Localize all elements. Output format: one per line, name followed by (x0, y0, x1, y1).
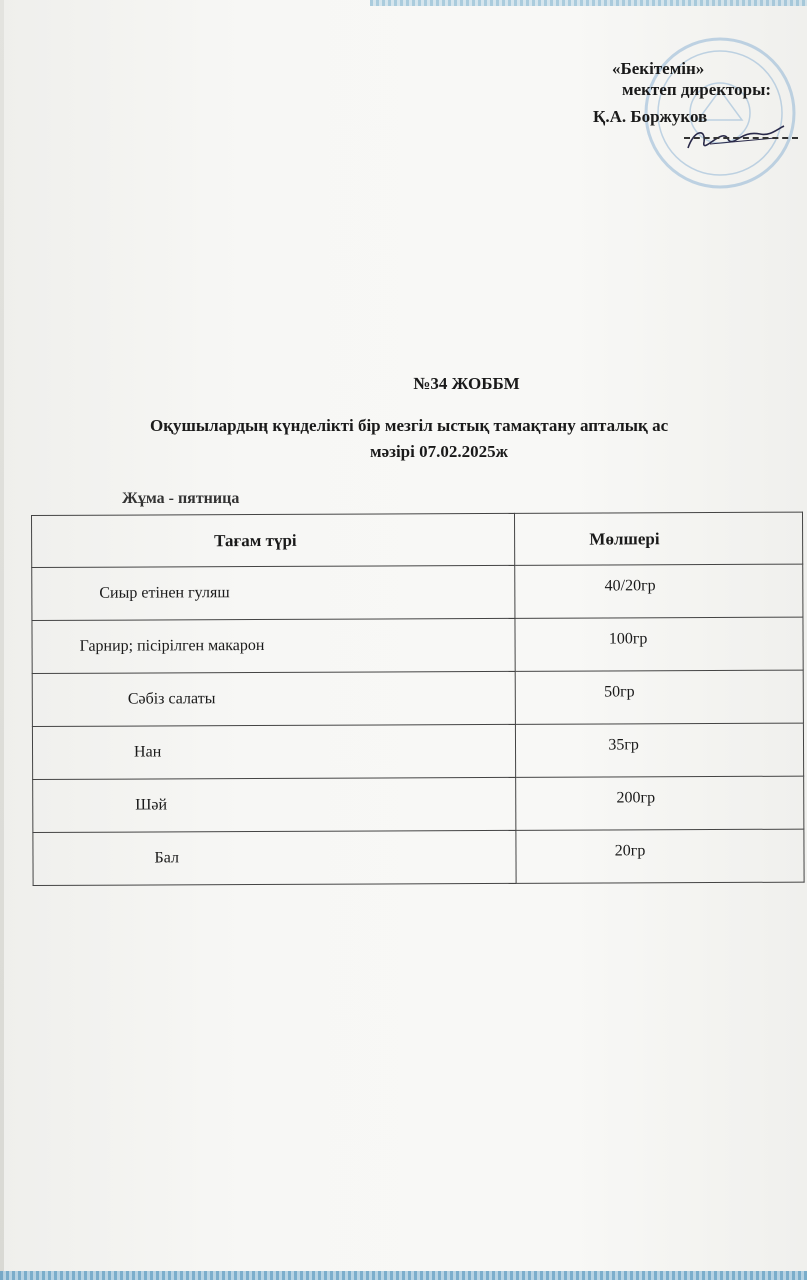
menu-title-line-1: Оқушылардың күнделікті бір мезгіл ыстық тамақтану апталық ас (150, 416, 669, 435)
dish-cell: Сиыр етінен гуляш (32, 565, 516, 620)
menu-title (150, 413, 790, 465)
table-row (32, 670, 803, 726)
scan-edge-left (0, 0, 4, 1280)
menu-table (31, 512, 805, 886)
amount-cell: 100гр (515, 617, 803, 671)
amount-cell: 35гр (516, 723, 804, 777)
approval-title: «Бекітемін» (612, 59, 705, 78)
signature-icon (680, 120, 790, 160)
dish-cell: Нан (32, 724, 516, 779)
dish-cell: Бал (33, 830, 517, 885)
amount-cell: 20гр (516, 829, 804, 883)
table-row (32, 564, 803, 620)
column-header-amount: Мөлшері (515, 512, 803, 565)
scan-edge-bottom (0, 1271, 807, 1280)
menu-title-line-2: мәзірі 07.02.2025ж (370, 442, 508, 461)
approval-position: мектеп директоры: (622, 80, 772, 99)
scan-edge-top (370, 0, 807, 6)
column-header-dish: Тағам түрі (32, 513, 516, 567)
amount-cell: 40/20гр (515, 564, 803, 618)
day-label: Жұма - пятница (122, 490, 240, 507)
dish-cell: Гарнир; пісірілген макарон (32, 618, 516, 673)
table-row (33, 829, 804, 885)
table-row (33, 776, 804, 832)
dish-cell: Шәй (33, 777, 517, 832)
table-row (32, 723, 803, 779)
amount-cell: 200гр (516, 776, 804, 830)
dish-cell: Сәбіз салаты (32, 671, 516, 726)
table-row (32, 617, 803, 673)
approval-name: Қ.А. Боржуков (593, 107, 708, 126)
amount-cell: 50гр (515, 670, 803, 724)
table-header-row (32, 512, 803, 567)
signature-line (684, 137, 798, 139)
school-name: №34 ЖОББМ (413, 374, 520, 393)
